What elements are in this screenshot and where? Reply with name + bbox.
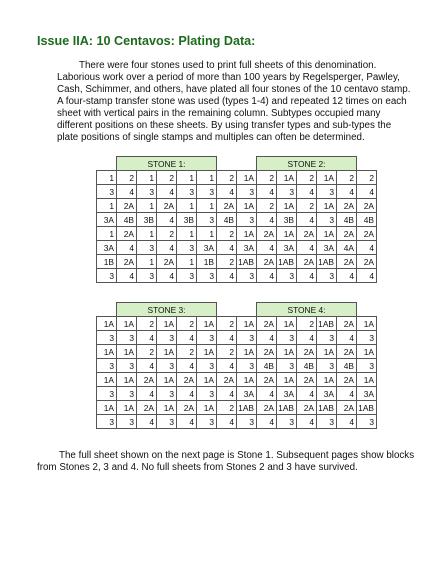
stone-2-table [236, 156, 377, 283]
table-cell: 3 [177, 185, 197, 199]
table-cell: 1AB [317, 317, 337, 331]
table-cell: 2 [137, 317, 157, 331]
table-cell: 4 [217, 415, 237, 429]
intro-paragraph: There were four stones used to print full sheets of this denomination. Laborious work over a period of more than 100 years by Regelsperger, Pawley, Cash, Schimmer, and others, have plated all four stones of the 10 centavo stamp. A four-stamp transfer stone was used (types 1-4) and repeated 12 times on each sheet with vertical pairs in the remaining column. Subtypes occupied many different positions on these sheets. By using transfer types and sub-types the plate positions of single stamps and multiples can often be determined. [57, 60, 411, 143]
stone-label: STONE 4: [257, 303, 357, 317]
table-cell: 4 [297, 213, 317, 227]
table-row [237, 269, 377, 283]
stone-label: STONE 3: [117, 303, 217, 317]
table-cell: 1A [277, 171, 297, 185]
table-cell: 4 [217, 359, 237, 373]
table-cell: 1AB [277, 255, 297, 269]
table-cell: 2 [137, 345, 157, 359]
header-spacer [237, 157, 257, 171]
table-cell: 4 [257, 213, 277, 227]
table-cell: 3 [277, 359, 297, 373]
table-cell: 3 [197, 331, 217, 345]
table-cell: 4 [217, 185, 237, 199]
table-cell: 1 [177, 199, 197, 213]
table-cell: 1A [117, 345, 137, 359]
table-row [237, 373, 377, 387]
table-cell: 4B [297, 359, 317, 373]
table-cell: 4 [257, 415, 277, 429]
table-cell: 4 [337, 387, 357, 401]
table-cell: 3 [157, 331, 177, 345]
table-cell: 4 [157, 185, 177, 199]
table-cell: 4 [137, 415, 157, 429]
table-cell: 1A [197, 317, 217, 331]
table-cell: 3 [277, 415, 297, 429]
table-cell: 1AB [237, 255, 257, 269]
table-cell: 1B [197, 255, 217, 269]
table-cell: 4B [217, 213, 237, 227]
table-cell: 2A [157, 255, 177, 269]
table-cell: 2 [217, 171, 237, 185]
table-cell: 3 [357, 359, 377, 373]
table-cell: 3 [197, 269, 217, 283]
table-cell: 3 [97, 387, 117, 401]
table-cell: 2A [117, 255, 137, 269]
table-cell: 1 [97, 171, 117, 185]
table-cell: 2A [177, 373, 197, 387]
table-cell: 4 [157, 269, 177, 283]
header-spacer [97, 303, 117, 317]
table-cell: 3 [277, 269, 297, 283]
outro-paragraph: The full sheet shown on the next page is Stone 1. Subsequent pages show blocks from Stones 2, 3 and 4. No full sheets from Stones 2 and 3 have survived. [37, 450, 415, 473]
table-cell: 4 [357, 241, 377, 255]
table-cell: 1A [277, 317, 297, 331]
table-cell: 1 [197, 171, 217, 185]
table-cell: 4 [177, 415, 197, 429]
stone-label: STONE 1: [117, 157, 217, 171]
table-cell: 3 [117, 387, 137, 401]
table-cell: 2 [257, 171, 277, 185]
table-cell: 2A [257, 345, 277, 359]
table-cell: 2A [157, 199, 177, 213]
table-cell: 4B [337, 359, 357, 373]
table-cell: 1A [97, 401, 117, 415]
table-cell: 2A [257, 373, 277, 387]
table-cell: 4 [337, 415, 357, 429]
table-cell: 3 [197, 359, 217, 373]
table-cell: 2A [297, 373, 317, 387]
table-cell: 3 [97, 331, 117, 345]
table-cell: 4 [257, 241, 277, 255]
table-cell: 4 [297, 269, 317, 283]
table-cell: 1A [277, 199, 297, 213]
table-cell: 4 [297, 241, 317, 255]
table-cell: 1A [197, 373, 217, 387]
table-cell: 4 [337, 269, 357, 283]
table-cell: 3 [317, 269, 337, 283]
table-cell: 4 [257, 331, 277, 345]
table-cell: 3A [317, 241, 337, 255]
table-cell: 3A [277, 241, 297, 255]
table-cell: 1 [197, 199, 217, 213]
table-row [237, 317, 377, 331]
table-row [97, 401, 237, 415]
table-cell: 1A [97, 373, 117, 387]
stone-header-row [237, 303, 377, 317]
table-cell: 2A [337, 401, 357, 415]
table-cell: 4 [137, 331, 157, 345]
table-cell: 1AB [317, 255, 337, 269]
table-cell: 3 [237, 213, 257, 227]
table-cell: 3 [177, 269, 197, 283]
table-cell: 3 [277, 331, 297, 345]
table-cell: 2A [337, 317, 357, 331]
table-cell: 4 [337, 185, 357, 199]
table-cell: 1A [317, 199, 337, 213]
table-cell: 4 [117, 269, 137, 283]
table-cell: 3 [117, 331, 137, 345]
table-cell: 4 [157, 213, 177, 227]
table-cell: 3 [157, 387, 177, 401]
table-cell: 4 [217, 241, 237, 255]
table-cell: 3 [137, 185, 157, 199]
table-cell: 1 [137, 171, 157, 185]
table-cell: 3B [177, 213, 197, 227]
table-row [237, 387, 377, 401]
stone-header-row [97, 303, 237, 317]
table-cell: 2 [157, 171, 177, 185]
table-row [237, 401, 377, 415]
table-cell: 4 [257, 185, 277, 199]
table-cell: 3 [357, 415, 377, 429]
table-cell: 2 [297, 199, 317, 213]
table-cell: 3 [157, 359, 177, 373]
table-cell: 2A [357, 255, 377, 269]
table-cell: 2A [217, 373, 237, 387]
table-cell: 3 [197, 213, 217, 227]
table-row [97, 317, 237, 331]
table-cell: 3 [237, 359, 257, 373]
table-row [237, 171, 377, 185]
table-cell: 3A [317, 387, 337, 401]
table-row [97, 415, 237, 429]
table-cell: 1A [157, 373, 177, 387]
table-row [97, 213, 237, 227]
table-cell: 1B [97, 255, 117, 269]
table-cell: 4 [337, 331, 357, 345]
table-cell: 3 [117, 415, 137, 429]
table-cell: 1A [97, 317, 117, 331]
table-cell: 2 [217, 401, 237, 415]
table-cell: 4 [137, 359, 157, 373]
table-cell: 2A [357, 227, 377, 241]
table-cell: 3 [317, 213, 337, 227]
table-cell: 4A [337, 241, 357, 255]
header-spacer [357, 303, 377, 317]
table-cell: 2A [137, 401, 157, 415]
table-cell: 1A [317, 227, 337, 241]
header-spacer [217, 157, 237, 171]
table-row [237, 241, 377, 255]
table-cell: 1A [117, 401, 137, 415]
table-cell: 1A [157, 345, 177, 359]
table-cell: 2A [137, 373, 157, 387]
table-cell: 1 [137, 227, 157, 241]
table-row [237, 415, 377, 429]
table-row [97, 227, 237, 241]
table-row [97, 269, 237, 283]
table-cell: 2A [337, 255, 357, 269]
table-cell: 4 [177, 331, 197, 345]
table-row [97, 171, 237, 185]
table-cell: 4 [117, 185, 137, 199]
table-cell: 1 [177, 171, 197, 185]
table-row [237, 185, 377, 199]
table-cell: 1A [237, 345, 257, 359]
table-row [97, 359, 237, 373]
table-cell: 2A [297, 227, 317, 241]
table-row [237, 359, 377, 373]
table-cell: 3 [317, 359, 337, 373]
table-cell: 2 [257, 199, 277, 213]
table-cell: 4 [137, 387, 157, 401]
table-cell: 2 [177, 345, 197, 359]
table-cell: 4 [357, 185, 377, 199]
table-cell: 1A [277, 227, 297, 241]
table-cell: 2 [217, 345, 237, 359]
table-cell: 3 [237, 269, 257, 283]
table-cell: 4B [337, 213, 357, 227]
table-cell: 2A [337, 373, 357, 387]
table-row [237, 199, 377, 213]
table-cell: 1A [277, 373, 297, 387]
table-cell: 2A [357, 199, 377, 213]
table-cell: 3 [137, 241, 157, 255]
table-cell: 3 [317, 415, 337, 429]
table-cell: 4B [357, 213, 377, 227]
table-cell: 2A [177, 401, 197, 415]
table-cell: 3A [237, 241, 257, 255]
stone-3-table [96, 302, 237, 429]
table-row [97, 199, 237, 213]
table-cell: 2A [117, 227, 137, 241]
table-cell: 3 [357, 331, 377, 345]
table-cell: 1A [237, 317, 257, 331]
table-cell: 1A [357, 345, 377, 359]
table-cell: 1 [97, 227, 117, 241]
table-cell: 3A [97, 213, 117, 227]
table-cell: 4 [257, 387, 277, 401]
table-cell: 3B [137, 213, 157, 227]
table-cell: 1A [317, 171, 337, 185]
table-cell: 3 [237, 185, 257, 199]
table-cell: 4 [297, 387, 317, 401]
table-cell: 2 [297, 317, 317, 331]
table-cell: 4 [297, 331, 317, 345]
table-cell: 3 [97, 415, 117, 429]
table-cell: 3 [97, 269, 117, 283]
table-cell: 4 [217, 387, 237, 401]
table-row [237, 227, 377, 241]
table-cell: 3 [97, 185, 117, 199]
table-cell: 3A [237, 387, 257, 401]
table-cell: 1A [157, 317, 177, 331]
table-cell: 2A [297, 255, 317, 269]
table-row [97, 373, 237, 387]
table-cell: 3 [177, 241, 197, 255]
table-row [97, 387, 237, 401]
table-cell: 1 [177, 255, 197, 269]
table-cell: 2 [177, 317, 197, 331]
table-cell: 3A [197, 241, 217, 255]
table-cell: 1AB [277, 401, 297, 415]
table-cell: 3 [117, 359, 137, 373]
table-row [97, 345, 237, 359]
table-cell: 2A [117, 199, 137, 213]
table-cell: 2 [357, 171, 377, 185]
table-cell: 1A [317, 345, 337, 359]
table-cell: 1A [317, 373, 337, 387]
table-cell: 4 [257, 269, 277, 283]
table-cell: 2 [157, 227, 177, 241]
header-spacer [237, 303, 257, 317]
table-cell: 1A [237, 373, 257, 387]
table-cell: 1A [237, 171, 257, 185]
table-cell: 1A [157, 401, 177, 415]
table-cell: 1A [237, 227, 257, 241]
table-cell: 3 [197, 415, 217, 429]
table-cell: 1AB [237, 401, 257, 415]
table-cell: 4B [257, 359, 277, 373]
table-cell: 1 [137, 255, 157, 269]
table-row [97, 255, 237, 269]
table-cell: 1A [237, 199, 257, 213]
table-cell: 4 [217, 269, 237, 283]
table-cell: 4 [357, 269, 377, 283]
table-cell: 1 [197, 227, 217, 241]
stone-label: STONE 2: [257, 157, 357, 171]
stone-header-row [237, 157, 377, 171]
stone-4-table [236, 302, 377, 429]
table-row [97, 241, 237, 255]
table-cell: 3A [277, 387, 297, 401]
table-cell: 2A [337, 199, 357, 213]
table-cell: 3 [197, 387, 217, 401]
table-cell: 3 [137, 269, 157, 283]
table-row [237, 331, 377, 345]
table-cell: 2 [337, 171, 357, 185]
table-cell: 1AB [317, 401, 337, 415]
table-cell: 1 [97, 199, 117, 213]
table-cell: 1A [357, 317, 377, 331]
table-cell: 3B [277, 213, 297, 227]
table-cell: 1 [137, 199, 157, 213]
table-cell: 2A [337, 345, 357, 359]
table-cell: 1 [177, 227, 197, 241]
table-cell: 2A [217, 199, 237, 213]
header-spacer [357, 157, 377, 171]
table-cell: 4 [177, 387, 197, 401]
stone-1-table [96, 156, 237, 283]
table-cell: 1A [357, 373, 377, 387]
table-cell: 3 [237, 331, 257, 345]
table-row [237, 213, 377, 227]
table-cell: 2 [217, 255, 237, 269]
table-cell: 3 [277, 185, 297, 199]
table-cell: 3 [317, 185, 337, 199]
table-cell: 4 [217, 331, 237, 345]
table-cell: 3 [237, 415, 257, 429]
table-cell: 2 [217, 227, 237, 241]
page-title: Issue IIA: 10 Centavos: Plating Data: [37, 34, 256, 48]
table-cell: 4 [297, 185, 317, 199]
table-cell: 2A [257, 317, 277, 331]
table-cell: 4 [177, 359, 197, 373]
table-row [237, 255, 377, 269]
table-cell: 2A [337, 227, 357, 241]
table-cell: 1A [117, 373, 137, 387]
table-cell: 3A [357, 387, 377, 401]
table-cell: 3 [317, 331, 337, 345]
header-spacer [217, 303, 237, 317]
table-cell: 2 [217, 317, 237, 331]
table-cell: 2A [257, 401, 277, 415]
table-cell: 2 [117, 171, 137, 185]
table-row [97, 331, 237, 345]
table-cell: 4B [117, 213, 137, 227]
table-cell: 4 [117, 241, 137, 255]
table-cell: 3A [97, 241, 117, 255]
table-cell: 3 [197, 185, 217, 199]
table-cell: 2A [257, 255, 277, 269]
table-cell: 1A [97, 345, 117, 359]
table-cell: 2A [297, 345, 317, 359]
table-cell: 1A [197, 345, 217, 359]
table-cell: 3 [157, 415, 177, 429]
table-cell: 1AB [357, 401, 377, 415]
table-cell: 2 [297, 171, 317, 185]
table-cell: 1A [117, 317, 137, 331]
table-cell: 2A [297, 401, 317, 415]
table-cell: 2A [257, 227, 277, 241]
table-cell: 1A [277, 345, 297, 359]
stone-header-row [97, 157, 237, 171]
table-cell: 3 [97, 359, 117, 373]
header-spacer [97, 157, 117, 171]
table-row [237, 345, 377, 359]
table-row [97, 185, 237, 199]
table-cell: 1A [197, 401, 217, 415]
table-cell: 4 [297, 415, 317, 429]
table-cell: 4 [157, 241, 177, 255]
